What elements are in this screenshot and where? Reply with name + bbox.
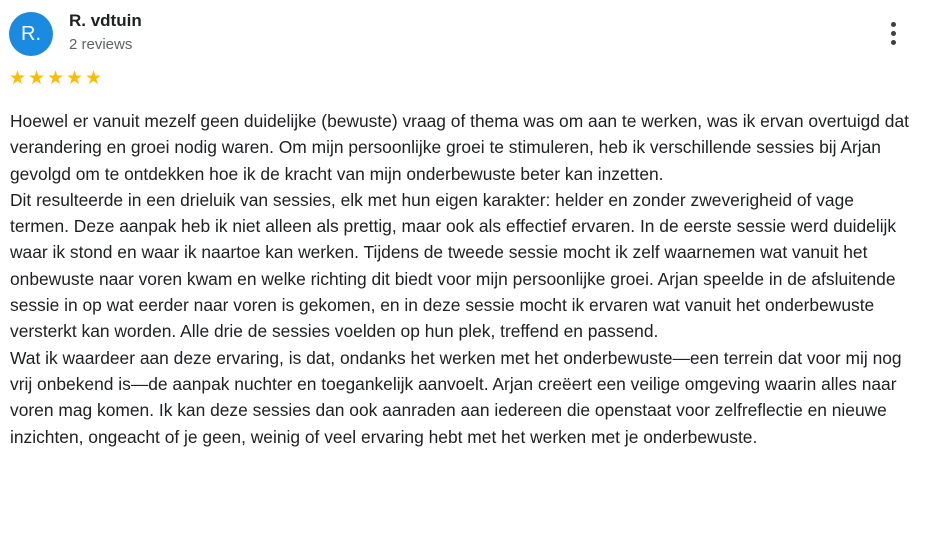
star-icon: ★ [27, 68, 46, 89]
star-icon: ★ [46, 68, 65, 89]
review-count: 2 reviews [69, 36, 133, 53]
review-paragraph: Hoewel er vanuit mezelf geen duidelijke (bewuste) vraag of thema was om aan te werken, was ik ervan overtuigd dat verandering en groei nodig waren. Om mijn persoonlijke groei te stimuleren, heb ik verschillende sessies bij Arjan gevolgd om te ontdekken hoe ik de kracht van mijn onderbewuste beter kan inzetten. [10, 111, 909, 184]
avatar[interactable]: R. [9, 12, 53, 56]
review-text [10, 108, 915, 450]
star-icon: ★ [84, 68, 103, 89]
star-icon: ★ [65, 68, 84, 89]
star-rating [8, 69, 103, 89]
menu-dot [891, 40, 896, 45]
reviewer-name[interactable]: R. vdtuin [69, 11, 142, 30]
review-paragraph: Wat ik waardeer aan deze ervaring, is dat, ondanks het werken met het onderbewuste—een terrein dat voor mij nog vrij onbekend is—de aanpak nuchter en toegankelijk aanvoelt. Arjan creëert een veilige omgeving waarin alles naar voren mag komen. Ik kan deze sessies dan ook aanraden aan iedereen die openstaat voor zelfreflectie en nieuwe inzichten, ongeacht of je geen, weinig of veel ervaring hebt met het werken met je onderbewuste. [10, 347, 902, 447]
menu-dot [891, 22, 896, 27]
star-icon: ★ [8, 68, 27, 89]
more-vert-icon[interactable] [882, 18, 906, 52]
menu-dot [891, 31, 896, 36]
review-paragraph: Dit resulteerde in een drieluik van sessies, elk met hun eigen karakter: helder en zonder zweverigheid of vage termen. Deze aanpak heb ik niet alleen als prettig, maar ook als effectief ervaren. In de eerste sessie werd duidelijk waar ik stond en waar ik naartoe kan werken. Tijdens de tweede sessie mocht ik zelf waarnemen wat vanuit het onbewuste naar voren kwam en welke richting dit biedt voor mijn persoonlijke groei. Arjan speelde in de afsluitende sessie in op wat eerder naar voren is gekomen, en in deze sessie mocht ik ervaren wat vanuit het onderbewuste versterkt kan worden. Alle drie de sessies voelden op hun plek, treffend en passend. [10, 189, 897, 342]
